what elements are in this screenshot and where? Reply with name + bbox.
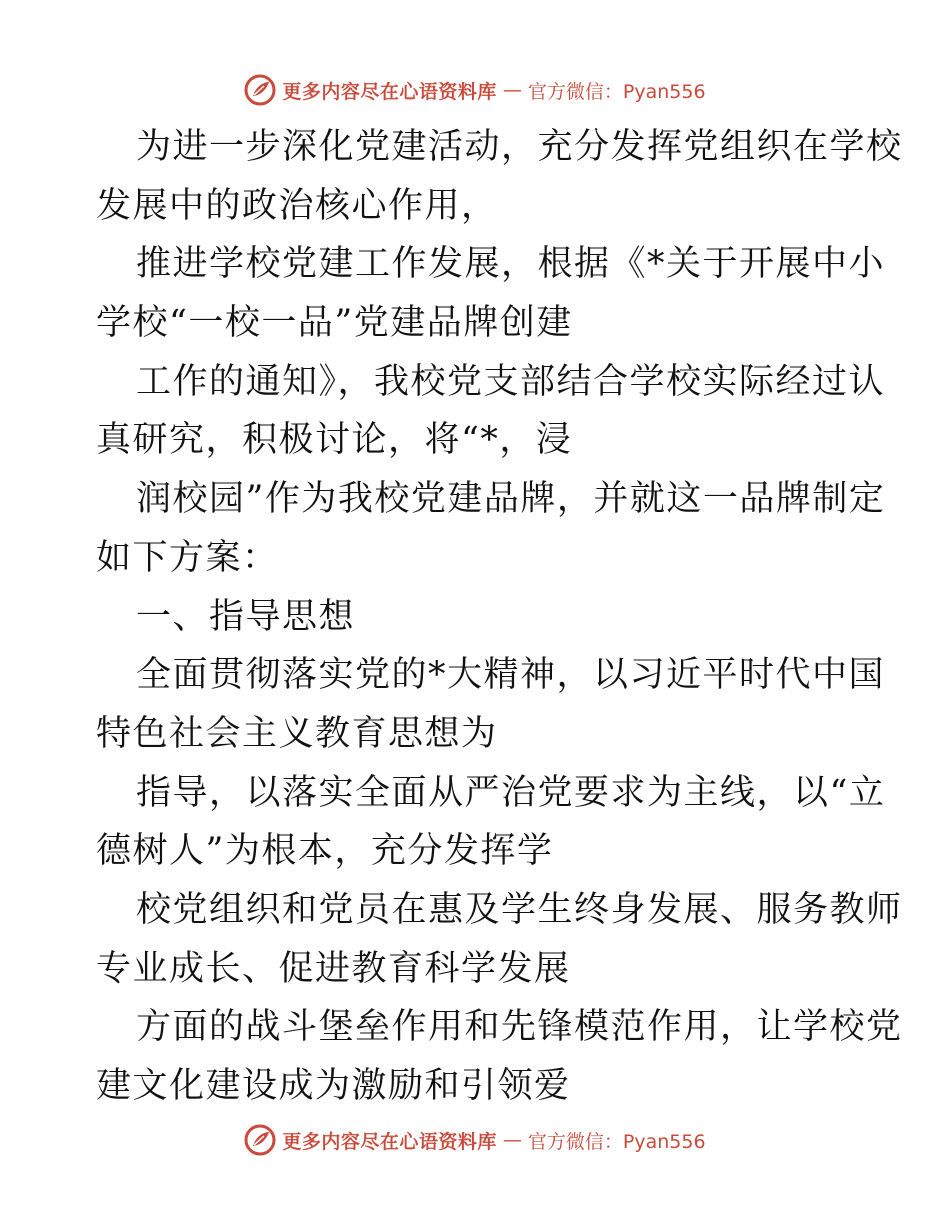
body-line: 润校园”作为我校党建品牌，并就这一品牌制定: [136, 479, 886, 520]
body-line: 特色社会主义教育思想为: [96, 713, 498, 754]
body-line: 工作的通知》，我校党支部结合学校实际经过认: [136, 361, 886, 402]
body-line: 校党组织和党员在惠及学生终身发展、服务教师: [136, 889, 903, 930]
body-line: 发展中的政治核心作用，: [96, 185, 498, 226]
body-line: 方面的战斗堡垒作用和先锋模范作用，让学校党: [136, 1007, 903, 1048]
body-line: 为进一步深化党建活动，充分发挥党组织在学校: [136, 127, 903, 167]
body-line: 推进学校党建工作发展，根据《*关于开展中小: [136, 244, 886, 285]
footer-wechat: 官方微信：Pyan556: [527, 1130, 706, 1153]
header-wechat: 官方微信：Pyan556: [527, 80, 706, 103]
header-watermark: [0, 70, 950, 110]
red-leaf-logo-icon: [244, 1124, 276, 1156]
body-line: 德树人”为根本，充分发挥学: [96, 831, 554, 872]
header-separator: —: [502, 79, 522, 101]
red-leaf-logo-icon: [244, 74, 276, 106]
body-line: 建文化建设成为激励和引领爱: [96, 1066, 571, 1106]
section-heading: 一、指导思想: [136, 596, 356, 637]
body-line: 如下方案：: [96, 537, 279, 578]
document-body: [96, 118, 903, 1116]
footer-separator: —: [502, 1129, 522, 1151]
body-line: 指导，以落实全面从严治党要求为主线，以“立: [136, 772, 886, 813]
footer-watermark: [0, 1120, 950, 1160]
body-line: 学校“一校一品”党建品牌创建: [96, 303, 573, 344]
body-line: 真研究，积极讨论，将“*，浸: [96, 420, 573, 461]
footer-title: 更多内容尽在心语资料库: [282, 1130, 497, 1153]
body-line: 全面贯彻落实党的*大精神，以习近平时代中国: [136, 655, 886, 696]
body-line: 专业成长、促进教育科学发展: [96, 948, 571, 989]
header-title: 更多内容尽在心语资料库: [282, 80, 497, 103]
